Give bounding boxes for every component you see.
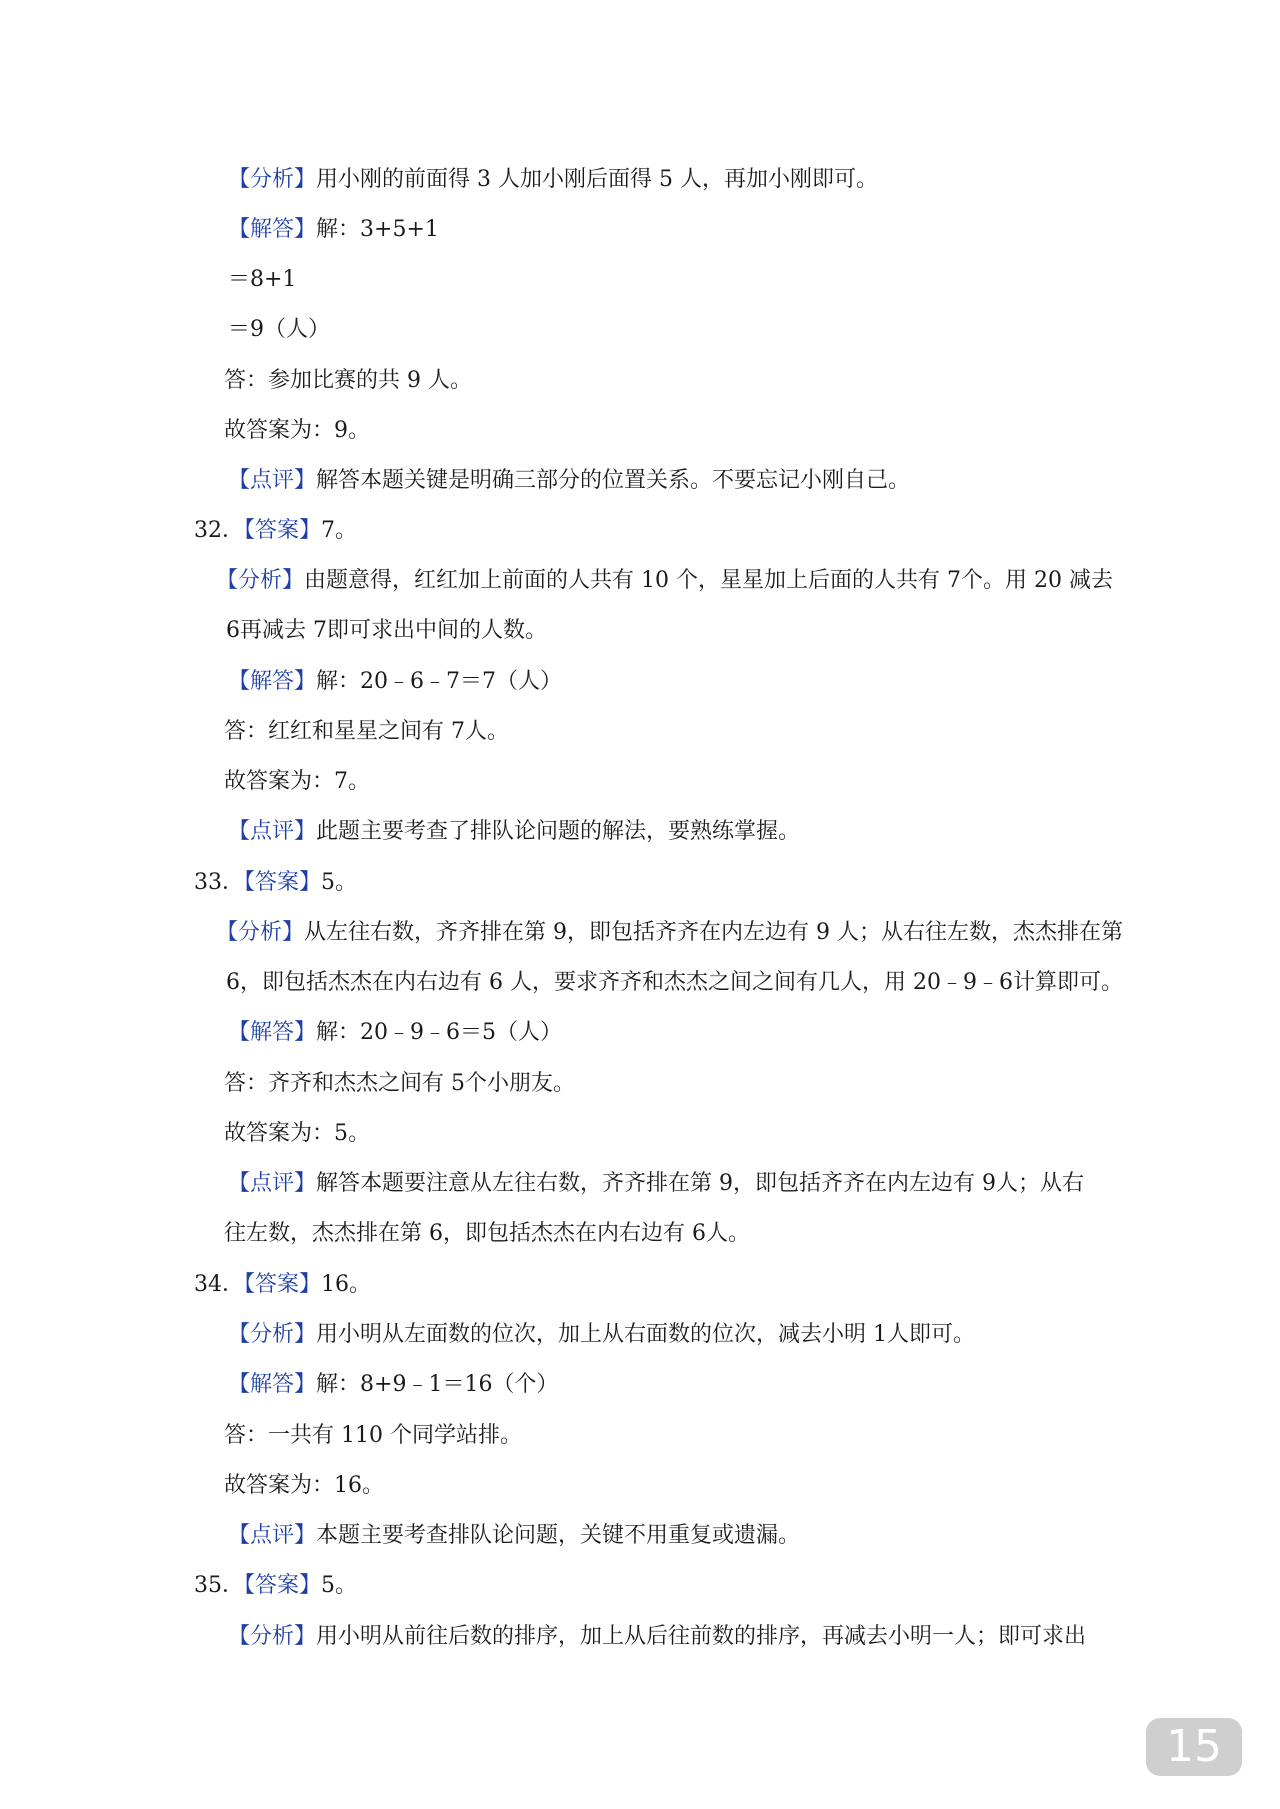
tag-comment: 【点评】 (228, 819, 317, 844)
line-text: 用小明从左面数的位次，加上从右面数的位次，减去小明 1人即可。 (316, 1322, 976, 1347)
comment-line (228, 817, 800, 847)
line-text: 解：3+5+1 (316, 217, 439, 242)
line-text: 答：一共有 110 个同学站排。 (224, 1423, 522, 1448)
line-text: 6，即包括杰杰在内右边有 6 人，要求齐齐和杰杰之间之间有几人，用 20﹣9﹣6计算即可。 (226, 970, 1123, 995)
answer-statement (224, 1069, 575, 1099)
line-text: 解：20﹣6﹣7＝7（人） (316, 669, 563, 694)
line-text: 故答案为：5。 (224, 1121, 370, 1146)
line-text: 解：20﹣9﹣6＝5（人） (316, 1020, 563, 1045)
line-text: 5。 (321, 870, 358, 895)
question-32-answer (194, 516, 357, 546)
comment-continuation (224, 1219, 750, 1249)
tag-solution: 【解答】 (228, 1372, 317, 1397)
final-answer-line (224, 767, 370, 797)
question-33-answer (194, 868, 357, 898)
solution-line (228, 215, 439, 245)
line-text: 6再减去 7即可求出中间的人数。 (226, 618, 547, 643)
page-number-badge: 15 (1146, 1718, 1242, 1776)
line-text: 解：8+9﹣1＝16（个） (316, 1372, 559, 1397)
final-answer-line (224, 1471, 384, 1501)
tag-analysis: 【分析】 (228, 1624, 317, 1649)
solution-line (228, 1018, 562, 1048)
tag-answer: 【答案】 (244, 1573, 322, 1598)
tag-comment: 【点评】 (228, 468, 317, 493)
line-text: 此题主要考查了排队论问题的解法，要熟练掌握。 (316, 819, 801, 844)
line-text: 从左往右数，齐齐排在第 9，即包括齐齐在内左边有 9 人；从右往左数，杰杰排在第 (304, 920, 1123, 945)
tag-comment: 【点评】 (228, 1523, 317, 1548)
line-text: 用小明从前往后数的排序，加上从后往前数的排序，再减去小明一人；即可求出 (316, 1624, 1087, 1649)
line-text: 答：齐齐和杰杰之间有 5个小朋友。 (224, 1071, 575, 1096)
line-text: 16。 (321, 1272, 372, 1297)
question-number: 35． (194, 1573, 244, 1598)
line-text: ＝8+1 (228, 267, 297, 292)
tag-comment: 【点评】 (228, 1171, 317, 1196)
analysis-line (228, 1622, 1086, 1652)
answer-statement (224, 717, 509, 747)
tag-analysis: 【分析】 (216, 568, 305, 593)
tag-analysis: 【分析】 (228, 1322, 317, 1347)
line-text: 5。 (321, 1573, 358, 1598)
question-number: 32． (194, 518, 244, 543)
line-text: 解答本题要注意从左往右数，齐齐排在第 9，即包括齐齐在内左边有 9人；从右 (316, 1171, 1084, 1196)
solution-line (228, 667, 562, 697)
line-text: 7。 (321, 518, 358, 543)
tag-analysis: 【分析】 (216, 920, 305, 945)
question-number: 34． (194, 1272, 244, 1297)
final-answer-line (224, 416, 370, 446)
analysis-continuation (226, 616, 547, 646)
calc-line (228, 265, 296, 295)
line-text: 由题意得，红红加上前面的人共有 10 个，星星加上后面的人共有 7个。用 20 减去 (304, 568, 1113, 593)
question-number: 33． (194, 870, 244, 895)
answer-statement (224, 366, 472, 396)
line-text: 答：红红和星星之间有 7人。 (224, 719, 509, 744)
calc-line (228, 315, 330, 345)
line-text: 用小刚的前面得 3 人加小刚后面得 5 人，再加小刚即可。 (316, 167, 878, 192)
tag-answer: 【答案】 (244, 870, 322, 895)
analysis-line (216, 918, 1123, 948)
analysis-line (228, 165, 878, 195)
tag-solution: 【解答】 (228, 1020, 317, 1045)
analysis-continuation (226, 968, 1123, 998)
comment-line (228, 1521, 800, 1551)
line-text: 故答案为：9。 (224, 418, 370, 443)
line-text: ＝9（人） (228, 317, 330, 342)
line-text: 故答案为：7。 (224, 769, 370, 794)
answer-statement (224, 1421, 522, 1451)
comment-line (228, 466, 910, 496)
tag-answer: 【答案】 (244, 518, 322, 543)
tag-answer: 【答案】 (244, 1272, 322, 1297)
tag-analysis: 【分析】 (228, 167, 317, 192)
analysis-line (216, 566, 1113, 596)
tag-solution: 【解答】 (228, 217, 317, 242)
comment-line (228, 1169, 1084, 1199)
question-34-answer (194, 1270, 371, 1300)
line-text: 答：参加比赛的共 9 人。 (224, 368, 472, 393)
solution-line (228, 1370, 558, 1400)
tag-solution: 【解答】 (228, 669, 317, 694)
line-text: 本题主要考查排队论问题，关键不用重复或遗漏。 (316, 1523, 801, 1548)
question-35-answer (194, 1571, 357, 1601)
line-text: 故答案为：16。 (224, 1473, 384, 1498)
analysis-line (228, 1320, 975, 1350)
line-text: 解答本题关键是明确三部分的位置关系。不要忘记小刚自己。 (316, 468, 911, 493)
final-answer-line (224, 1119, 370, 1149)
line-text: 往左数，杰杰排在第 6，即包括杰杰在内右边有 6人。 (224, 1221, 750, 1246)
